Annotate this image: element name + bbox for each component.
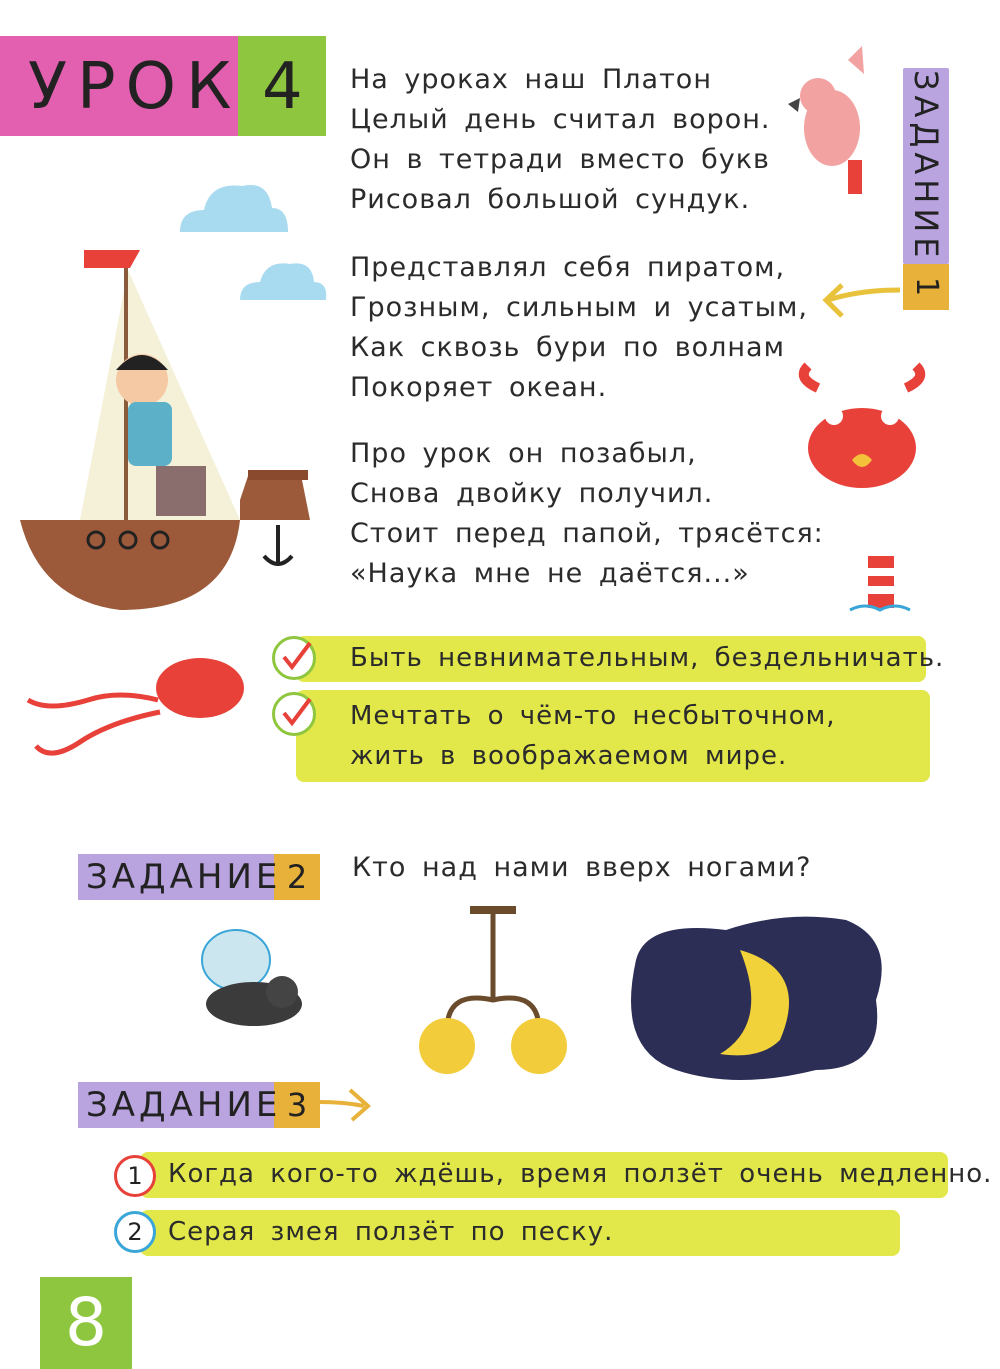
check-icon[interactable]: [272, 636, 316, 680]
arrow-icon: [828, 290, 900, 300]
lighthouse-icon: [850, 556, 910, 610]
poem-line: Как сквозь бури по волнам: [350, 332, 785, 363]
poem-line: Про урок он позабыл,: [350, 438, 697, 469]
page-number: 8: [65, 1284, 107, 1361]
task1-number: 1: [909, 277, 944, 297]
check-icon[interactable]: [272, 692, 316, 736]
poem-line: Он в тетради вместо букв: [350, 144, 770, 175]
poem-line: На уроках наш Платон: [350, 64, 712, 95]
lesson-label: УРОК: [28, 50, 242, 124]
night-sky-moon-icon: [631, 917, 882, 1080]
octopus-icon: [28, 656, 244, 753]
lesson-number: 4: [262, 50, 303, 124]
crab-icon: [804, 366, 920, 488]
answer-text: жить в воображаемом мире.: [350, 741, 788, 771]
answer-text: Быть невнимательным, бездельничать.: [350, 643, 945, 673]
option-number[interactable]: 2: [114, 1211, 156, 1253]
option-text: Когда кого-то ждёшь, время ползёт очень медленно.: [168, 1159, 993, 1189]
answer-text: Мечтать о чём-то несбыточном,: [350, 701, 836, 731]
poem-line: «Наука мне не даётся...»: [350, 558, 750, 589]
task2-number: 2: [286, 858, 308, 896]
poem-line: Целый день считал ворон.: [350, 104, 771, 135]
poem-line: Рисовал большой сундук.: [350, 184, 751, 215]
cloud-icon: [180, 185, 326, 300]
task2-question: Кто над нами вверх ногами?: [352, 852, 812, 883]
task1-label: ЗАДАНИЕ: [907, 69, 945, 263]
fly-icon: [202, 930, 302, 1026]
task3-number: 3: [286, 1086, 308, 1124]
parrot-icon: [788, 46, 864, 194]
option-text: Серая змея ползёт по песку.: [168, 1217, 614, 1247]
poem-line: Снова двойку получил.: [350, 478, 714, 509]
task2-label: ЗАДАНИЕ: [86, 857, 282, 897]
poem-line: Покоряет океан.: [350, 372, 608, 403]
task3-label: ЗАДАНИЕ: [86, 1085, 282, 1125]
pirate-ship-icon: [20, 250, 310, 610]
poem-line: Стоит перед папой, трясётся:: [350, 518, 824, 549]
poem-line: Грозным, сильным и усатым,: [350, 292, 808, 323]
chandelier-icon: [419, 906, 567, 1074]
poem-line: Представлял себя пиратом,: [350, 252, 786, 283]
arrow-icon: [320, 1090, 368, 1120]
option-number[interactable]: 1: [114, 1155, 156, 1197]
